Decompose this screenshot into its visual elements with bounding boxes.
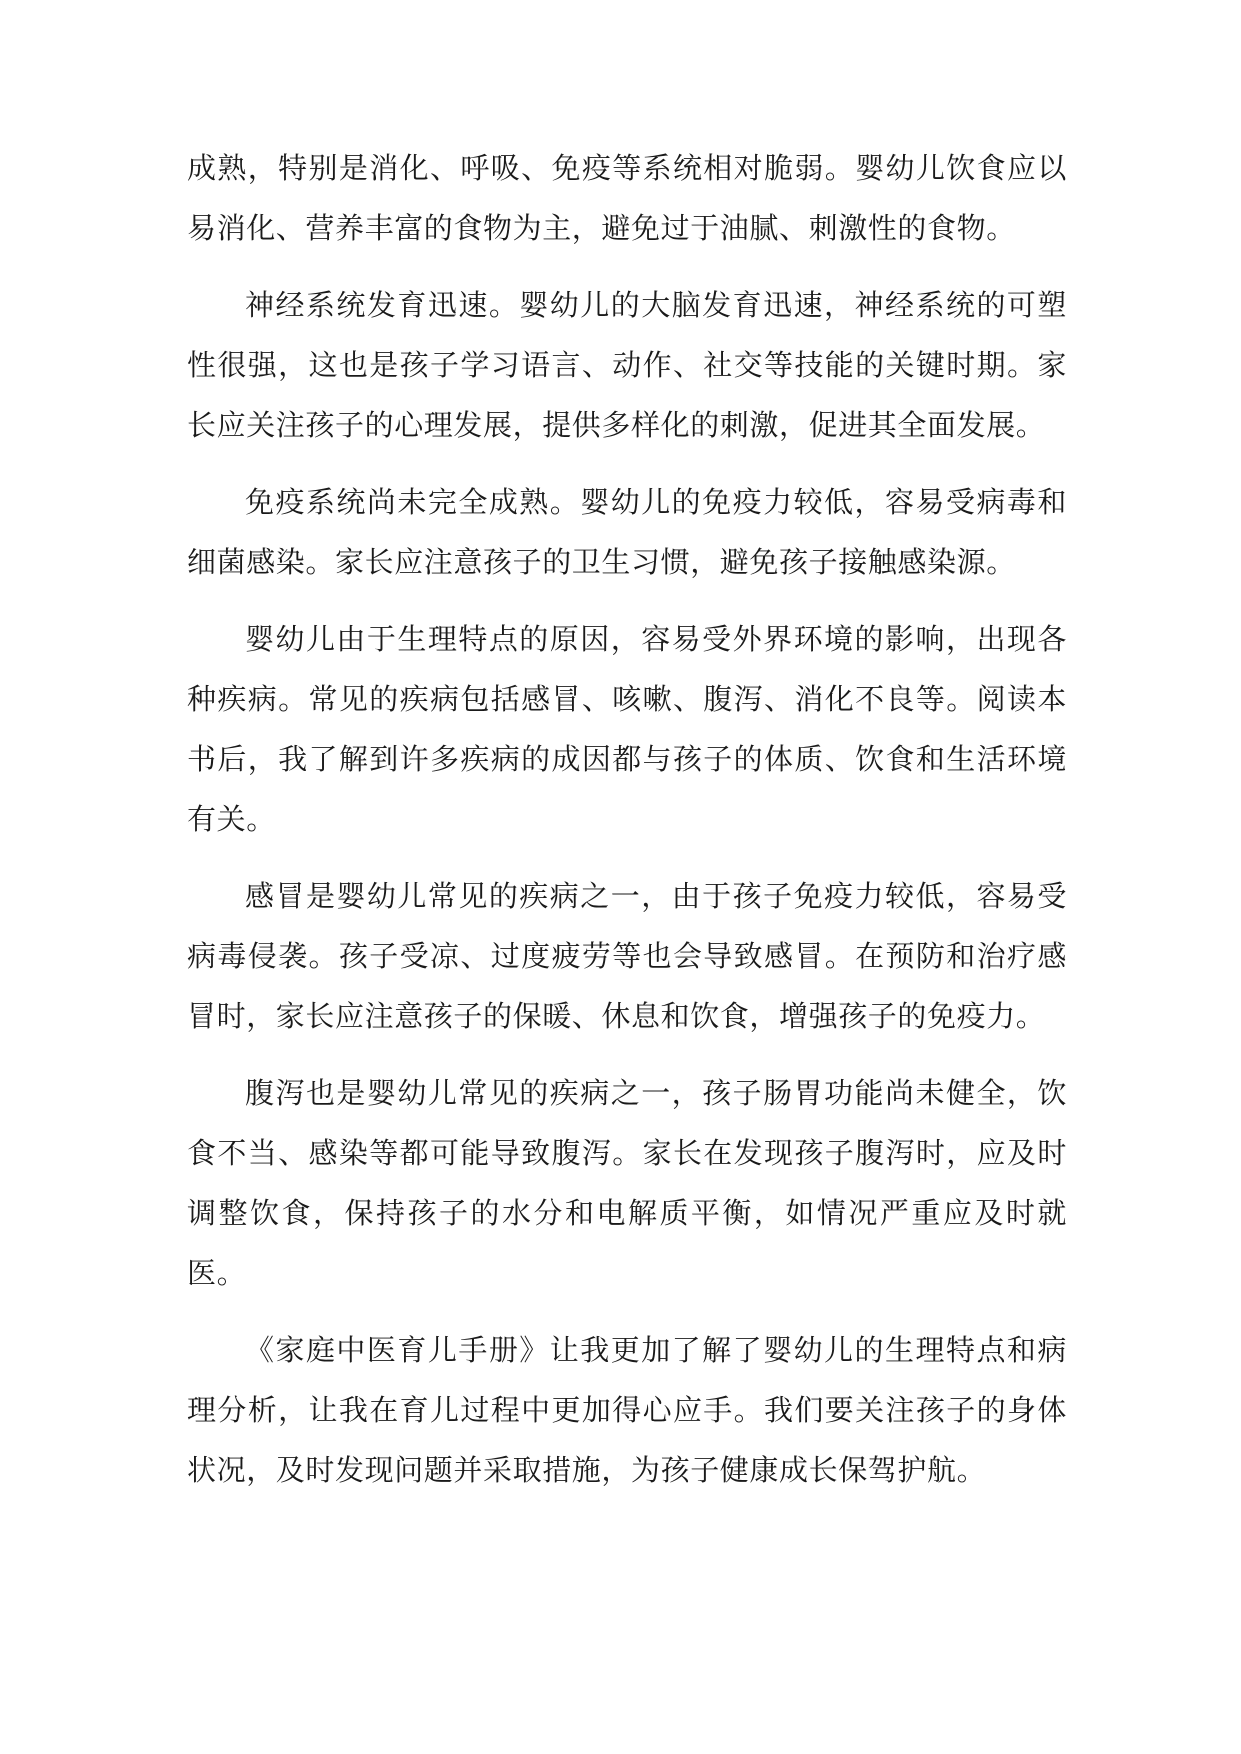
paragraph-7: 《家庭中医育儿手册》让我更加了解了婴幼儿的生理特点和病理分析，让我在育儿过程中更加得心应手。我们要关注孩子的身体状况，及时发现问题并采取措施，为孩子健康成长保驾护航。 [187, 1333, 1067, 1487]
document-body [187, 138, 1067, 1517]
paragraph-5: 感冒是婴幼儿常见的疾病之一，由于孩子免疫力较低，容易受病毒侵袭。孩子受凉、过度疲劳等也会导致感冒。在预防和治疗感冒时，家长应注意孩子的保暖、休息和饮食，增强孩子的免疫力。 [187, 879, 1067, 1033]
paragraph-2: 神经系统发育迅速。婴幼儿的大脑发育迅速，神经系统的可塑性很强，这也是孩子学习语言、动作、社交等技能的关键时期。家长应关注孩子的心理发展，提供多样化的刺激，促进其全面发展。 [187, 288, 1067, 442]
paragraph-1: 成熟，特别是消化、呼吸、免疫等系统相对脆弱。婴幼儿饮食应以易消化、营养丰富的食物为主，避免过于油腻、刺激性的食物。 [187, 151, 1067, 245]
paragraph-4: 婴幼儿由于生理特点的原因，容易受外界环境的影响，出现各种疾病。常见的疾病包括感冒、咳嗽、腹泻、消化不良等。阅读本书后，我了解到许多疾病的成因都与孩子的体质、饮食和生活环境有关。 [187, 622, 1067, 836]
paragraph-6: 腹泻也是婴幼儿常见的疾病之一，孩子肠胃功能尚未健全，饮食不当、感染等都可能导致腹泻。家长在发现孩子腹泻时，应及时调整饮食，保持孩子的水分和电解质平衡，如情况严重应及时就医。 [187, 1076, 1067, 1290]
paragraph-3: 免疫系统尚未完全成熟。婴幼儿的免疫力较低，容易受病毒和细菌感染。家长应注意孩子的卫生习惯，避免孩子接触感染源。 [187, 485, 1067, 579]
